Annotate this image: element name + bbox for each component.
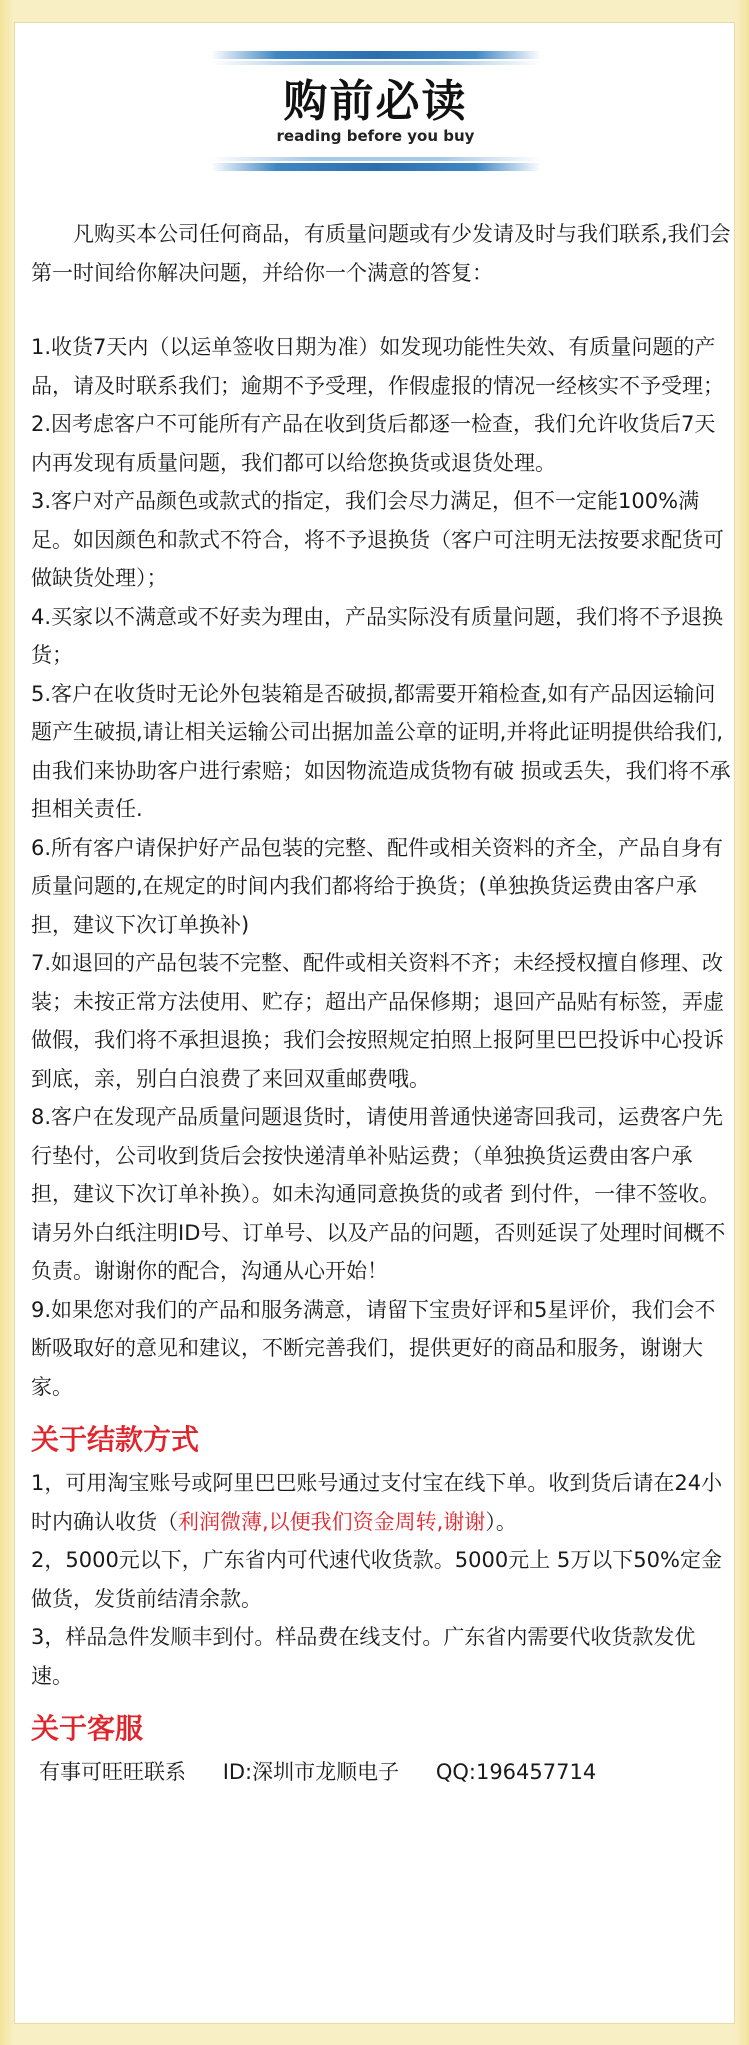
payment-item-1-highlight: 利润微薄,以便我们资金周转,谢谢 — [178, 1509, 486, 1534]
rule-item-3: 3.客户对产品颜色或款式的指定，我们会尽力满足，但不一定能100%满足。如因颜色和款式不符合，将不予退换货（客户可注明无法按要求配货可做缺货处理）； — [31, 489, 724, 590]
payment-item-2: 2，5000元以下，广东省内可代速代收货款。5000元上 5万以下50%定金做货，发货前结清余款。 — [31, 1548, 722, 1611]
service-section-title: 关于客服 — [31, 1712, 144, 1745]
page-title: 购前必读 — [283, 76, 468, 127]
rule-item-1: 1.收货7天内（以运单签收日期为准）如发现功能性失效、有质量问题的产品，请及时联系我们；逾期不予受理，作假虚报的情况一经核实不予受理； — [31, 335, 724, 398]
notice-content — [31, 215, 731, 1791]
payment-item-1-text: 1，可用淘宝账号或阿里巴巴账号通过支付宝在线下单。收到货后请在24小时内确认收货（ — [31, 1471, 723, 1534]
page-header — [15, 23, 736, 183]
intro-paragraph: 凡购买本公司任何商品，有质量问题或有少发请及时与我们联系,我们会第一时间给你解决问题，并给你一个满意的答复： — [31, 222, 731, 285]
service-qq-number: QQ:196457714 — [435, 1760, 597, 1784]
rule-item-4: 4.买家以不满意或不好卖为理由，产品实际没有质量问题，我们将不予退换货； — [31, 604, 724, 667]
rule-item-8: 8.客户在发现产品质量问题退货时，请使用普通快递寄回我司，运费客户先行垫付，公司收到货后会按快递清单补贴运费；（单独换货运费由客户承担，建议下次订单补换）。如未沟通同意换货的或者 到付件，一律不签收。请另外白纸注明ID号、订单号、以及产品的问题，否则延误了处理时间概不负责。谢谢你的配合，沟通从心开始！ — [31, 1105, 726, 1283]
rule-item-7: 7.如退回的产品包装不完整、配件或相关资料不齐；未经授权擅自修理、改装；未按正常方法使用、贮存；超出产品保修期；退回产品贴有标签，弄虚做假，我们将不承担退换；我们会按照规定拍照上报阿里巴巴投诉中心投诉到底，亲，别白白浪费了来回双重邮费哦。 — [31, 951, 724, 1091]
service-contact-line — [39, 1753, 731, 1791]
header-decor-bar-top — [211, 51, 541, 59]
rule-item-5: 5.客户在收货时无论外包装箱是否破损,都需要开箱检查,如有产品因运输问题产生破损,请让相关运输公司出据加盖公章的证明,并将此证明提供给我们,由我们来协助客户进行索赔；如因物流造成货物有破 损或丢失，我们将不承担相关责任. — [31, 681, 731, 821]
rule-item-6: 6.所有客户请保护好产品包装的完整、配件或相关资料的齐全，产品自身有质量问题的,在规定的时间内我们都将给于换货；(单独换货运费由客户承担，建议下次订单换补) — [31, 835, 724, 937]
page-subtitle: reading before you buy — [276, 127, 475, 145]
service-contact-label: 有事可旺旺联系 — [39, 1760, 186, 1784]
notice-panel — [14, 22, 735, 2024]
rule-item-2: 2.因考虑客户不可能所有产品在收到货后都逐一检查，我们允许收货后7天内再发现有质量问题，我们都可以给您换货或退货处理。 — [31, 412, 716, 475]
rule-item-9: 9.如果您对我们的产品和服务满意，请留下宝贵好评和5星评价，我们会不断吸取好的意见和建议，不断完善我们，提供更好的商品和服务，谢谢大家。 — [31, 1297, 716, 1399]
service-wangwang-id: ID:深圳市龙顺电子 — [222, 1760, 400, 1784]
header-decor-shade-bottom — [211, 157, 541, 161]
payment-item-1 — [31, 1464, 731, 1541]
payment-item-3: 3，样品急件发顺丰到付。样品费在线支付。广东省内需要代收货款发优速。 — [31, 1625, 696, 1688]
payment-item-1-end: ）。 — [485, 1509, 517, 1534]
payment-section-title: 关于结款方式 — [31, 1423, 200, 1456]
header-decor-bar-bottom — [211, 163, 541, 171]
